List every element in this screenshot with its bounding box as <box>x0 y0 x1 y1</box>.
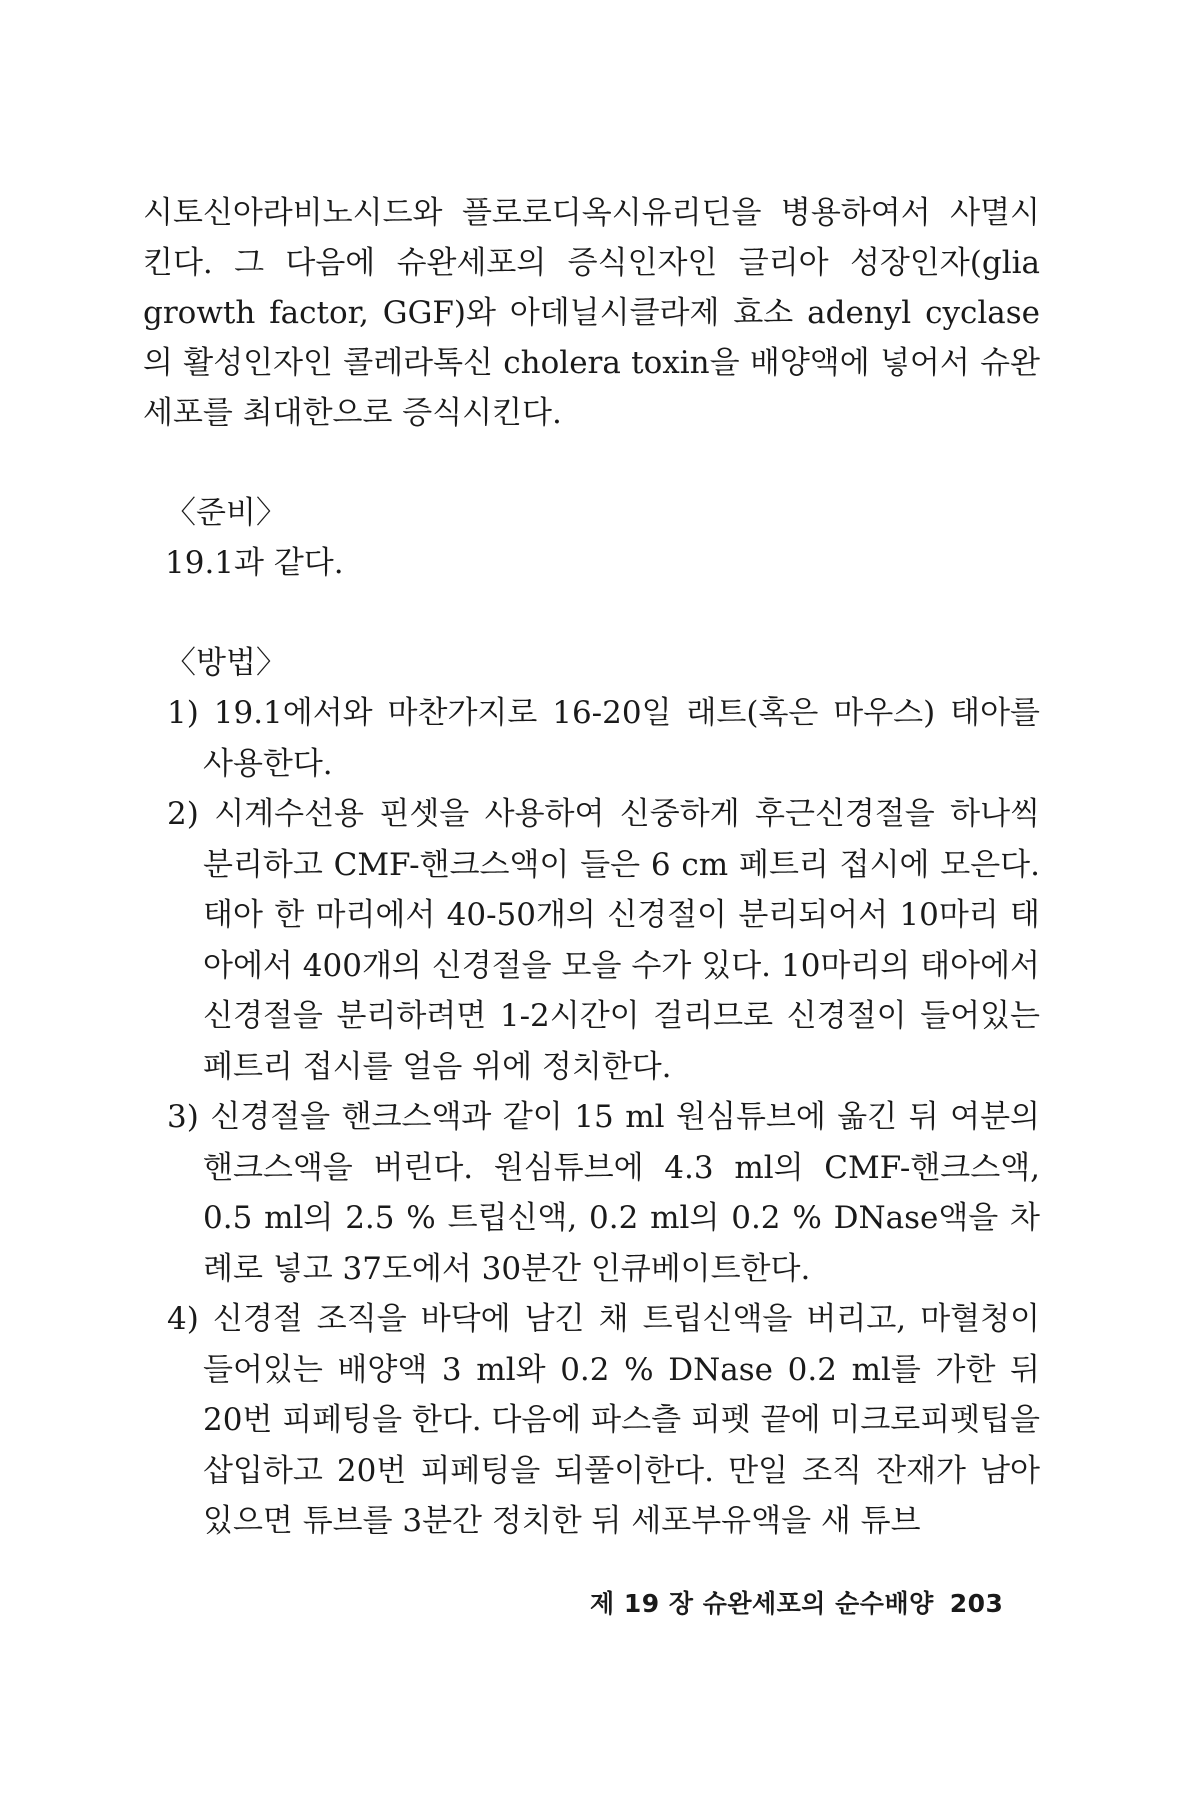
page-footer <box>590 1584 1003 1620</box>
preparation-heading: 〈준비〉 <box>165 495 287 531</box>
method-heading: 〈방법〉 <box>165 645 287 681</box>
method-step-4: 4) 신경절 조직을 바닥에 남긴 채 트립신액을 버리고, 마혈청이 들어있는 배양액 3 ml와 0.2 % DNase 0.2 ml를 가한 뒤 20번 피페팅을 한다. 다음에 파스츨 피펫 끝에 미크로피펫팁을 삽입하고 20번 피페팅을 되풀이한다. 만일 조직 잔재가 남아 있으면 튜브를 3분간 정치한 뒤 세포부유액을 새 튜브 <box>167 1301 1040 1539</box>
page-number: 203 <box>949 1589 1004 1618</box>
running-chapter-title: 제 19 장 슈완세포의 순수배양 <box>590 1589 934 1618</box>
method-step-2: 2) 시계수선용 핀셋을 사용하여 신중하게 후근신경절을 하나씩 분리하고 CMF-핸크스액이 들은 6 cm 페트리 접시에 모은다. 태아 한 마리에서 40-50개의 신경절이 분리되어서 10마리 태아에서 400개의 신경절을 모을 수가 있다. 10마리의 태아에서 신경절을 분리하려면 1-2시간이 걸리므로 신경절이 들어있는 페트리 접시를 얼음 위에 정치한다. <box>167 796 1040 1085</box>
method-step-3: 3) 신경절을 핸크스액과 같이 15 ml 원심튜브에 옮긴 뒤 여분의 핸크스액을 버린다. 원심튜브에 4.3 ml의 CMF-핸크스액, 0.5 ml의 2.5 % 트립신액, 0.2 ml의 0.2 % DNase액을 차례로 넣고 37도에서 30분간 인큐베이트한다. <box>167 1099 1040 1287</box>
preparation-text: 19.1과 같다. <box>165 545 344 581</box>
method-step-1: 1) 19.1에서와 마찬가지로 16-20일 래트(혹은 마우스) 태아를 사용한다. <box>167 695 1040 782</box>
intro-paragraph: 시토신아라비노시드와 플로로디옥시유리딘을 병용하여서 사멸시킨다. 그 다음에 슈완세포의 증식인자인 글리아 성장인자(glia growth factor, GGF)와 아데닐시클라제 효소 adenyl cyclase의 활성인자인 콜레라톡신 cholera toxin을 배양액에 넣어서 슈완세포를 최대한으로 증식시킨다. <box>143 195 1040 431</box>
page-body <box>143 188 1040 1547</box>
